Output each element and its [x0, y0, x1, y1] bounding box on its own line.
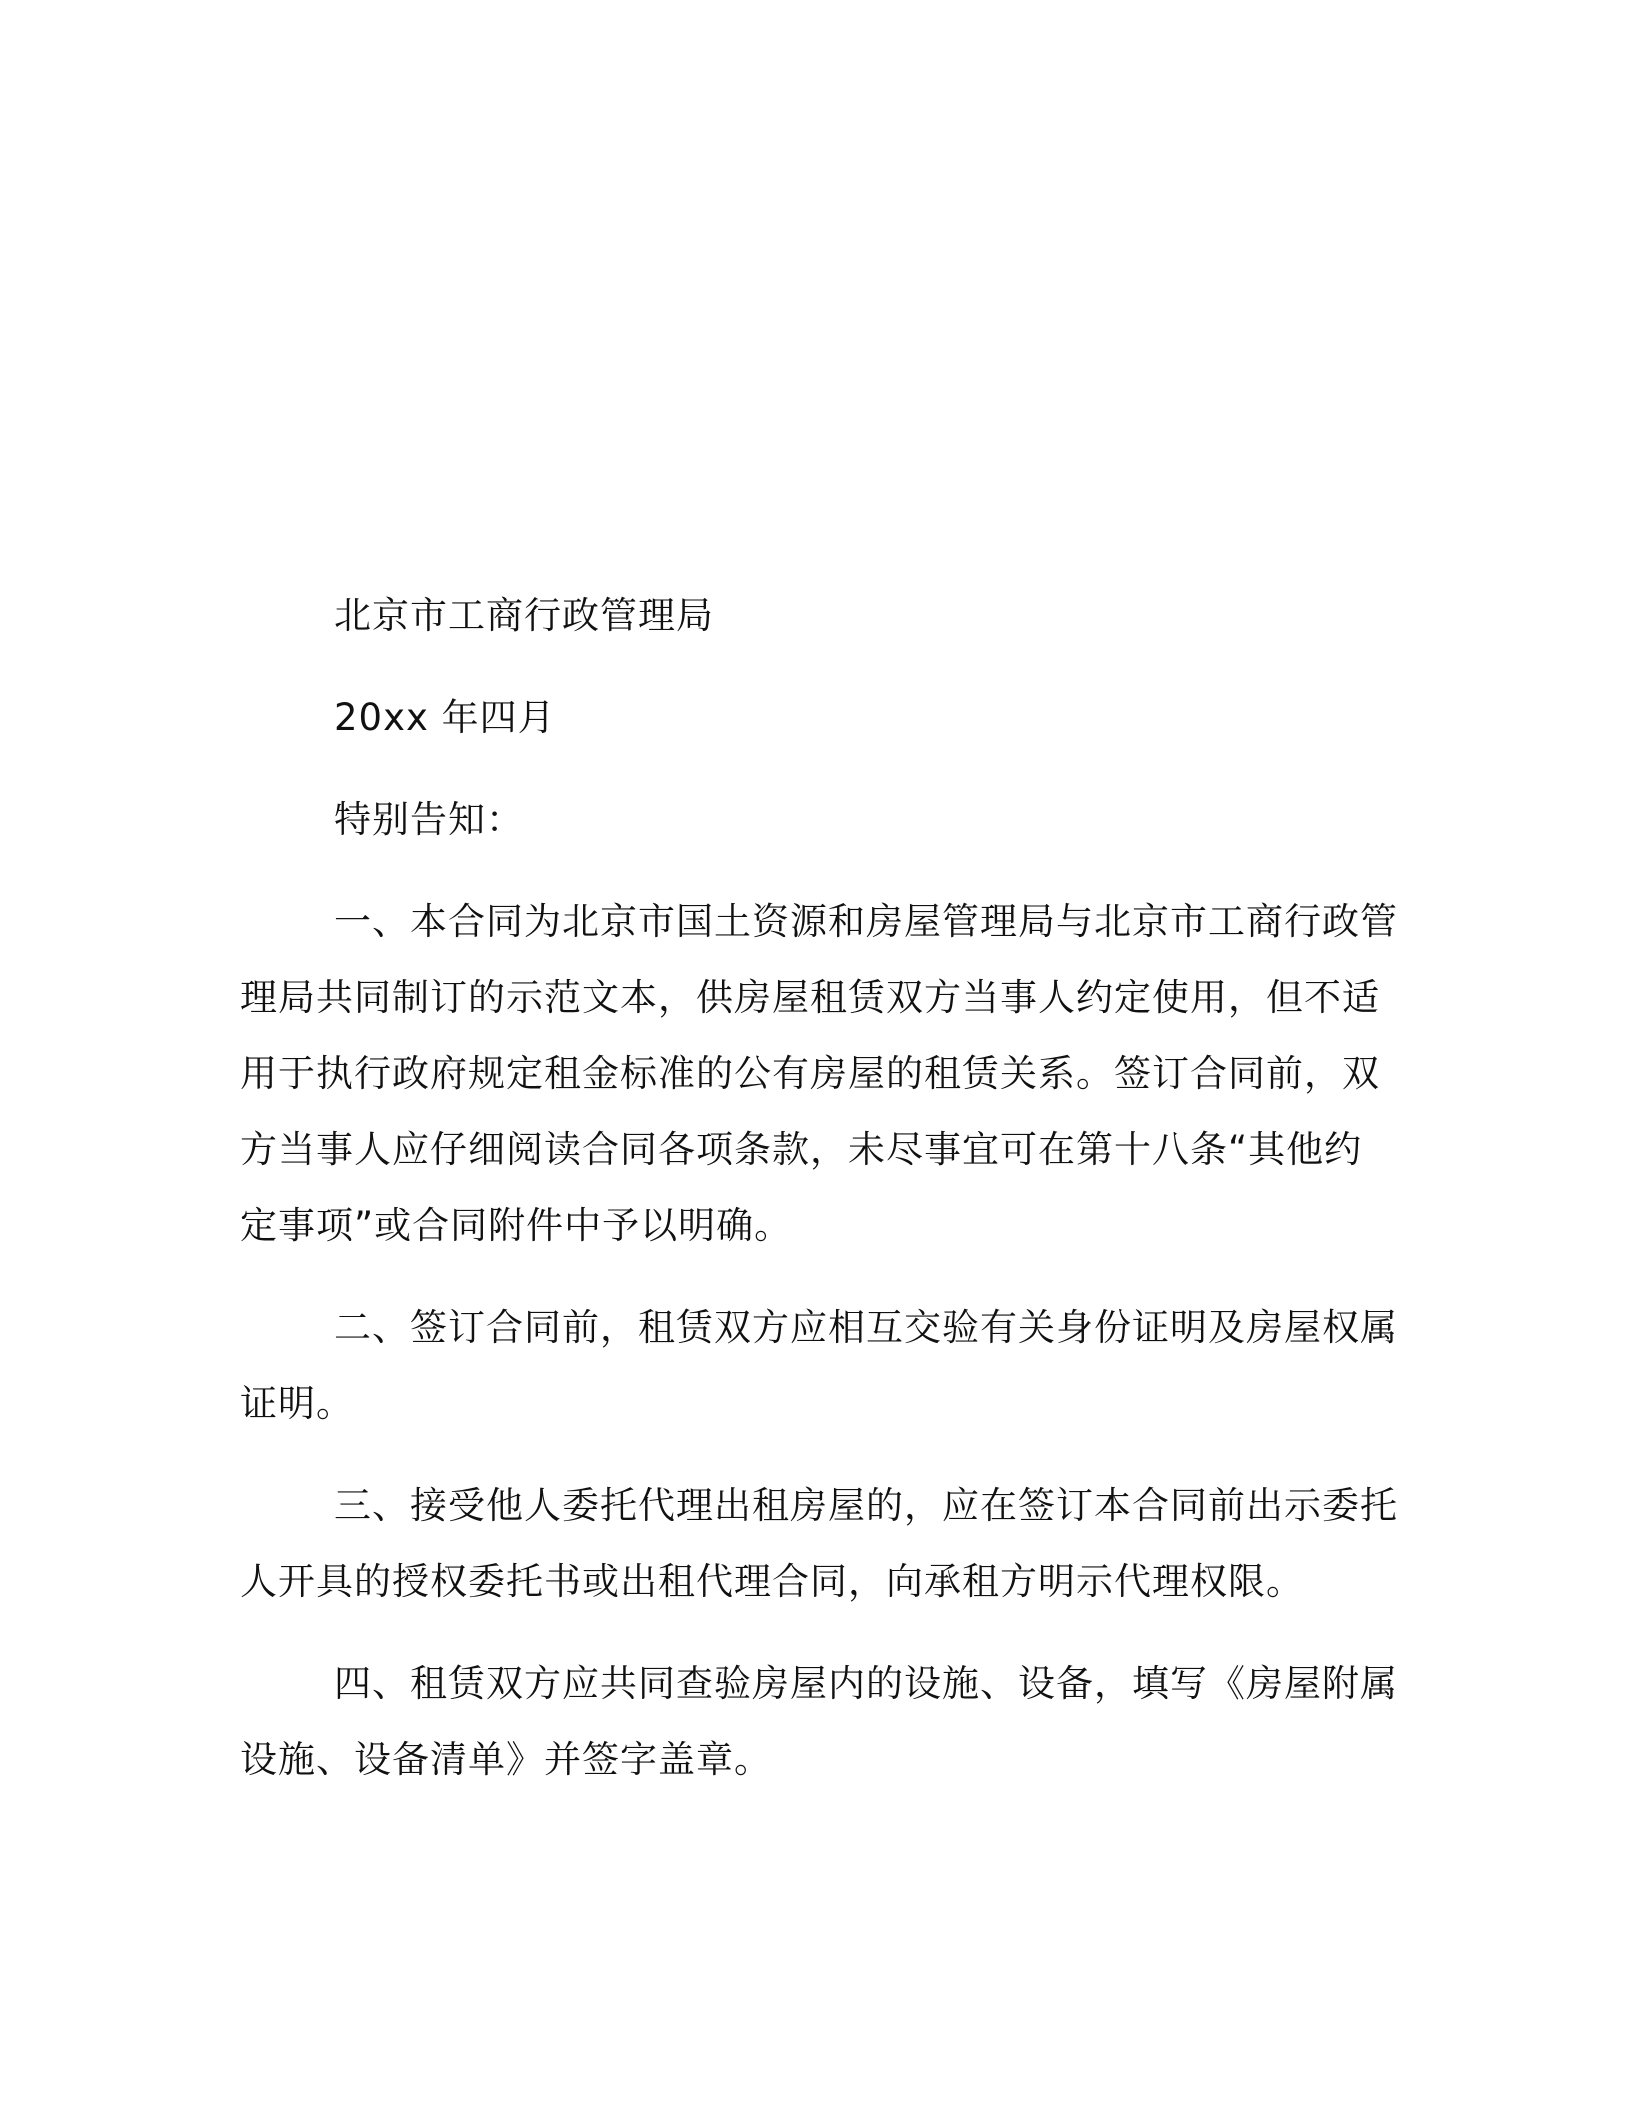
paragraph-4 [240, 1646, 1398, 1798]
paragraph-line: 三、接受他人委托代理出租房屋的，应在签订本合同前出示委托 [334, 1484, 1398, 1527]
paragraph-line: 二、签订合同前，租赁双方应相互交验有关身份证明及房屋权属 [334, 1306, 1398, 1349]
paragraph-1 [240, 884, 1398, 1264]
paragraph-line: 证明。 [240, 1382, 354, 1425]
notice-title: 特别告知： [334, 798, 524, 841]
paragraph-line: 设施、设备清单》并签字盖章。 [240, 1738, 772, 1781]
paragraph-line: 方当事人应仔细阅读合同各项条款，未尽事宜可在第十八条“其他约 [240, 1128, 1363, 1171]
date-line: 20xx 年四月 [334, 696, 556, 739]
paragraph-2 [240, 1290, 1398, 1442]
paragraph-line: 用于执行政府规定租金标准的公有房屋的租赁关系。签订合同前，双 [240, 1052, 1380, 1095]
paragraph-line: 理局共同制订的示范文本，供房屋租赁双方当事人约定使用，但不适 [240, 976, 1380, 1019]
paragraph-line: 定事项”或合同附件中予以明确。 [240, 1204, 793, 1247]
paragraph-line: 四、租赁双方应共同查验房屋内的设施、设备，填写《房屋附属 [334, 1662, 1398, 1705]
paragraph-3 [240, 1468, 1398, 1620]
document-body [240, 578, 1398, 1824]
paragraph-line: 人开具的授权委托书或出租代理合同，向承租方明示代理权限。 [240, 1560, 1304, 1603]
paragraph-line: 一、本合同为北京市国土资源和房屋管理局与北京市工商行政管 [334, 900, 1398, 943]
issuer-line: 北京市工商行政管理局 [334, 594, 714, 637]
